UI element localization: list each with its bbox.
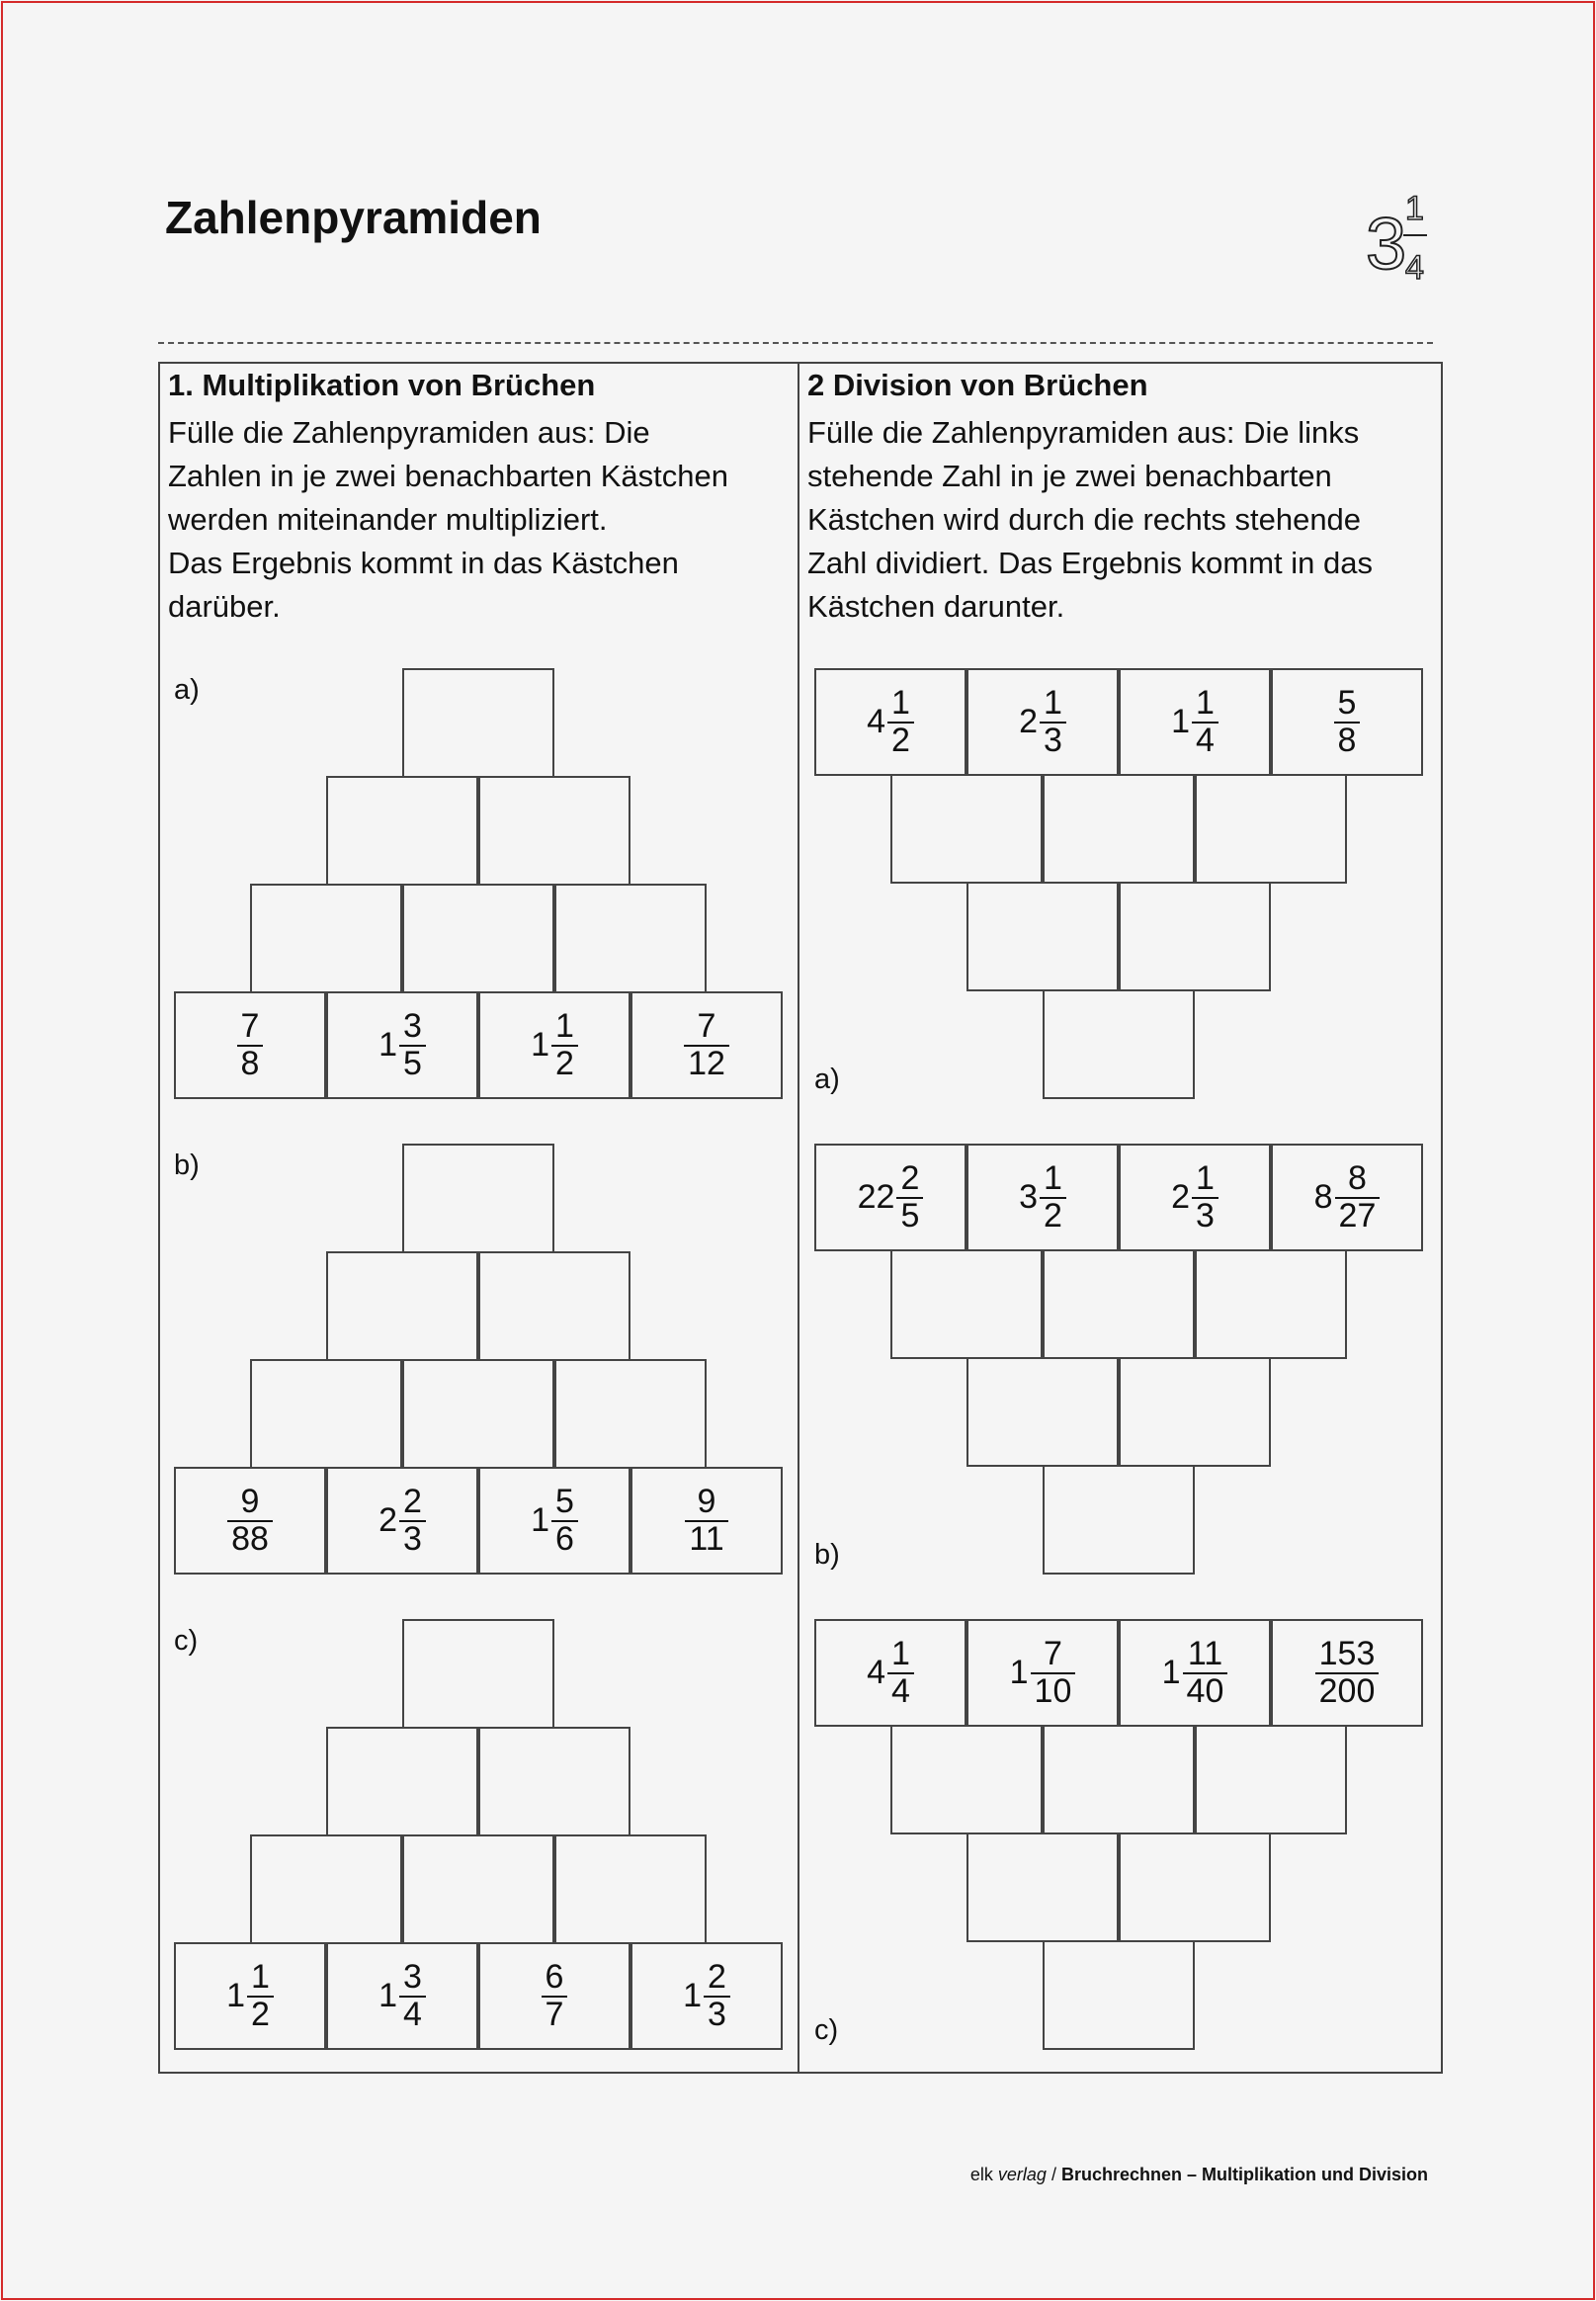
fraction — [1335, 1158, 1381, 1235]
fraction — [685, 1482, 727, 1558]
answer-box[interactable] — [966, 884, 1119, 991]
whole-part: 4 — [867, 703, 885, 740]
given-value-box — [1119, 1144, 1271, 1251]
given-value-box — [814, 1619, 966, 1727]
answer-box[interactable] — [1043, 1727, 1195, 1834]
answer-box[interactable] — [250, 1834, 402, 1942]
given-value-box — [630, 1942, 783, 2050]
fraction — [551, 1482, 578, 1558]
given-value-box — [1271, 1619, 1423, 1727]
numerator: 9 — [697, 1482, 716, 1520]
fraction-value — [480, 1469, 629, 1573]
given-value-box — [630, 1467, 783, 1575]
fraction-value — [1121, 1621, 1269, 1725]
label-1a: a) — [174, 674, 200, 706]
label-2a: a) — [814, 1064, 840, 1095]
denominator: 10 — [1031, 1672, 1076, 1710]
numerator: 1 — [891, 1634, 910, 1672]
label-1b: b) — [174, 1150, 200, 1181]
denominator: 8 — [237, 1045, 264, 1082]
fraction — [542, 1957, 568, 2033]
fraction — [896, 1158, 923, 1235]
answer-box[interactable] — [478, 1727, 630, 1834]
answer-box[interactable] — [1043, 991, 1195, 1099]
label-2c: c) — [814, 2014, 839, 2046]
fraction — [704, 1957, 730, 2033]
fraction-value — [632, 1944, 781, 2048]
instruction-line: Kästchen wird durch die rechts stehende — [807, 502, 1362, 537]
numerator: 7 — [240, 1006, 260, 1045]
fraction-value — [816, 1146, 965, 1249]
answer-box[interactable] — [890, 1727, 1043, 1834]
whole-part: 1 — [378, 1977, 397, 2014]
given-value-box — [326, 991, 478, 1099]
given-value-box — [326, 1942, 478, 2050]
numerator: 7 — [1044, 1634, 1062, 1672]
answer-box[interactable] — [478, 1251, 630, 1359]
given-value-box — [630, 991, 783, 1099]
denominator: 4 — [1192, 722, 1218, 759]
numerator: 1 — [891, 683, 910, 722]
answer-box[interactable] — [1043, 1942, 1195, 2050]
fraction-value — [816, 1621, 965, 1725]
numerator: 2 — [900, 1158, 920, 1197]
fraction — [399, 1957, 426, 2033]
fraction — [1040, 683, 1066, 759]
instruction-line: Fülle die Zahlenpyramiden aus: Die — [168, 415, 650, 450]
denominator: 11 — [685, 1520, 727, 1558]
dashed-separator — [158, 342, 1433, 344]
numerator: 9 — [240, 1482, 260, 1520]
given-value-box — [1271, 1144, 1423, 1251]
denominator: 12 — [684, 1045, 729, 1082]
denominator: 4 — [887, 1672, 914, 1710]
fraction — [1040, 1158, 1066, 1235]
fraction — [684, 1006, 729, 1082]
denominator: 40 — [1183, 1672, 1228, 1710]
answer-box[interactable] — [1119, 1834, 1271, 1942]
fraction-value — [1273, 1146, 1421, 1249]
numerator: 6 — [545, 1957, 564, 1996]
fraction — [399, 1006, 426, 1082]
fraction-value — [968, 1146, 1117, 1249]
fraction — [1192, 683, 1218, 759]
fraction — [1192, 1158, 1218, 1235]
denominator: 3 — [399, 1520, 426, 1558]
exercise-2-heading: 2 Division von Brüchen — [807, 368, 1148, 402]
footer-publisher-suffix: verlag — [997, 2165, 1047, 2184]
whole-part: 22 — [857, 1178, 895, 1216]
answer-box[interactable] — [1119, 884, 1271, 991]
answer-box[interactable] — [326, 776, 478, 884]
whole-part: 1 — [531, 1026, 549, 1064]
answer-box[interactable] — [250, 1359, 402, 1467]
fraction — [247, 1957, 274, 2033]
answer-box[interactable] — [1043, 1251, 1195, 1359]
given-value-box — [1271, 668, 1423, 776]
instruction-line: werden miteinander multipliziert. — [168, 502, 608, 537]
fraction — [1315, 1634, 1380, 1710]
footer-separator: / — [1050, 2165, 1056, 2184]
answer-box[interactable] — [890, 776, 1043, 884]
fraction — [1334, 683, 1361, 759]
numerator: 1 — [555, 1006, 574, 1045]
answer-box[interactable] — [402, 884, 554, 991]
exercise-1-heading: 1. Multiplikation von Brüchen — [168, 368, 596, 402]
whole-part: 1 — [1171, 703, 1190, 740]
fraction — [1031, 1634, 1076, 1710]
whole-part: 2 — [378, 1501, 397, 1539]
answer-box[interactable] — [1195, 1727, 1347, 1834]
answer-box[interactable] — [966, 1834, 1119, 1942]
label-1c: c) — [174, 1625, 199, 1657]
instruction-line: Das Ergebnis kommt in das Kästchen — [168, 546, 679, 580]
answer-box[interactable] — [890, 1251, 1043, 1359]
numerator: 5 — [555, 1482, 574, 1520]
fraction-value — [968, 670, 1117, 774]
whole-part: 2 — [1171, 1178, 1190, 1216]
numerator: 2 — [403, 1482, 422, 1520]
whole-part: 1 — [531, 1501, 549, 1539]
fraction-value — [176, 1469, 324, 1573]
numerator: 1 — [1196, 683, 1215, 722]
fraction-value — [328, 1469, 476, 1573]
instruction-line: Zahl dividiert. Das Ergebnis kommt in das — [807, 546, 1374, 580]
whole-part: 4 — [867, 1654, 885, 1691]
given-value-box — [174, 1467, 326, 1575]
fraction — [1183, 1634, 1228, 1710]
numerator: 2 — [708, 1957, 726, 1996]
footer-publisher: elk — [969, 2165, 993, 2184]
answer-box[interactable] — [402, 1619, 554, 1727]
given-value-box — [1119, 668, 1271, 776]
instruction-line: Kästchen darunter. — [807, 589, 1065, 624]
instruction-line: Fülle die Zahlenpyramiden aus: Die links — [807, 415, 1360, 450]
fraction-value — [632, 993, 781, 1097]
fraction-value — [480, 1944, 629, 2048]
answer-box[interactable] — [1195, 1251, 1347, 1359]
given-value-box — [1119, 1619, 1271, 1727]
denominator: 200 — [1315, 1672, 1380, 1710]
fraction-value — [480, 993, 629, 1097]
answer-box[interactable] — [554, 1359, 707, 1467]
fraction-value — [968, 1621, 1117, 1725]
fraction — [227, 1482, 273, 1558]
answer-box[interactable] — [1119, 1359, 1271, 1467]
given-value-box — [478, 1942, 630, 2050]
fraction — [551, 1006, 578, 1082]
whole-part: 1 — [1161, 1654, 1181, 1691]
numerator: 8 — [1348, 1158, 1367, 1197]
given-value-box — [814, 668, 966, 776]
numerator: 11 — [1187, 1634, 1223, 1672]
fraction-value — [1121, 670, 1269, 774]
numerator: 153 — [1318, 1634, 1376, 1672]
exercise-2-instructions — [807, 411, 1373, 629]
denominator: 3 — [1192, 1197, 1218, 1235]
whole-part: 8 — [1313, 1178, 1333, 1216]
numerator: 5 — [1337, 683, 1357, 722]
given-value-box — [966, 1619, 1119, 1727]
denominator: 3 — [704, 1996, 730, 2033]
denominator: 2 — [247, 1996, 274, 2033]
given-value-box — [966, 1144, 1119, 1251]
answer-box[interactable] — [1043, 776, 1195, 884]
denominator: 5 — [399, 1045, 426, 1082]
exercise-1-instructions — [168, 411, 728, 629]
given-value-box — [814, 1144, 966, 1251]
fraction-value — [176, 1944, 324, 2048]
denominator: 2 — [887, 722, 914, 759]
fraction-value — [816, 670, 965, 774]
denominator: 5 — [896, 1197, 923, 1235]
denominator: 2 — [551, 1045, 578, 1082]
denominator: 8 — [1334, 722, 1361, 759]
answer-box[interactable] — [1195, 776, 1347, 884]
fraction — [237, 1006, 264, 1082]
answer-box[interactable] — [326, 1727, 478, 1834]
fraction-value — [328, 993, 476, 1097]
logo-numerator: 1 — [1405, 190, 1424, 227]
whole-part: 1 — [378, 1026, 397, 1064]
fraction-value — [328, 1944, 476, 2048]
answer-box[interactable] — [554, 1834, 707, 1942]
denominator: 4 — [399, 1996, 426, 2033]
answer-box[interactable] — [250, 884, 402, 991]
denominator: 88 — [227, 1520, 273, 1558]
footer-credit — [970, 2165, 1428, 2185]
numerator: 1 — [1044, 683, 1062, 722]
footer-title: Bruchrechnen – Multiplikation und Division — [1060, 2165, 1428, 2184]
answer-box[interactable] — [478, 776, 630, 884]
numerator: 1 — [1196, 1158, 1215, 1197]
logo-whole: 3 — [1366, 203, 1407, 285]
given-value-box — [174, 1942, 326, 2050]
instruction-line: Zahlen in je zwei benachbarten Kästchen — [168, 459, 728, 493]
fraction-value — [1273, 670, 1421, 774]
whole-part: 2 — [1019, 703, 1038, 740]
fraction-value — [1121, 1146, 1269, 1249]
whole-part: 1 — [683, 1977, 702, 2014]
answer-box[interactable] — [402, 668, 554, 776]
fraction — [887, 1634, 914, 1710]
answer-box[interactable] — [326, 1251, 478, 1359]
label-2b: b) — [814, 1539, 840, 1571]
page-title: Zahlenpyramiden — [165, 192, 542, 243]
whole-part: 3 — [1019, 1178, 1038, 1216]
denominator: 3 — [1040, 722, 1066, 759]
fraction-logo — [1364, 188, 1433, 292]
answer-box[interactable] — [554, 884, 707, 991]
answer-box[interactable] — [402, 1359, 554, 1467]
denominator: 7 — [542, 1996, 568, 2033]
given-value-box — [478, 1467, 630, 1575]
instruction-line: darüber. — [168, 589, 281, 624]
denominator: 6 — [551, 1520, 578, 1558]
fraction-value — [1273, 1621, 1421, 1725]
given-value-box — [174, 991, 326, 1099]
numerator: 1 — [251, 1957, 270, 1996]
answer-box[interactable] — [966, 1359, 1119, 1467]
answer-box[interactable] — [402, 1834, 554, 1942]
fraction — [399, 1482, 426, 1558]
answer-box[interactable] — [1043, 1467, 1195, 1575]
fraction-value — [632, 1469, 781, 1573]
column-divider — [798, 362, 799, 2072]
whole-part: 1 — [1009, 1654, 1029, 1691]
answer-box[interactable] — [402, 1144, 554, 1251]
whole-part: 1 — [226, 1977, 245, 2014]
denominator: 27 — [1335, 1197, 1381, 1235]
numerator: 1 — [1044, 1158, 1062, 1197]
denominator: 2 — [1040, 1197, 1066, 1235]
given-value-box — [966, 668, 1119, 776]
numerator: 3 — [403, 1957, 422, 1996]
numerator: 7 — [697, 1006, 716, 1045]
logo-denominator: 4 — [1405, 249, 1424, 287]
given-value-box — [326, 1467, 478, 1575]
fraction — [887, 683, 914, 759]
instruction-line: stehende Zahl in je zwei benachbarten — [807, 459, 1332, 493]
given-value-box — [478, 991, 630, 1099]
numerator: 3 — [403, 1006, 422, 1045]
fraction-value — [176, 993, 324, 1097]
